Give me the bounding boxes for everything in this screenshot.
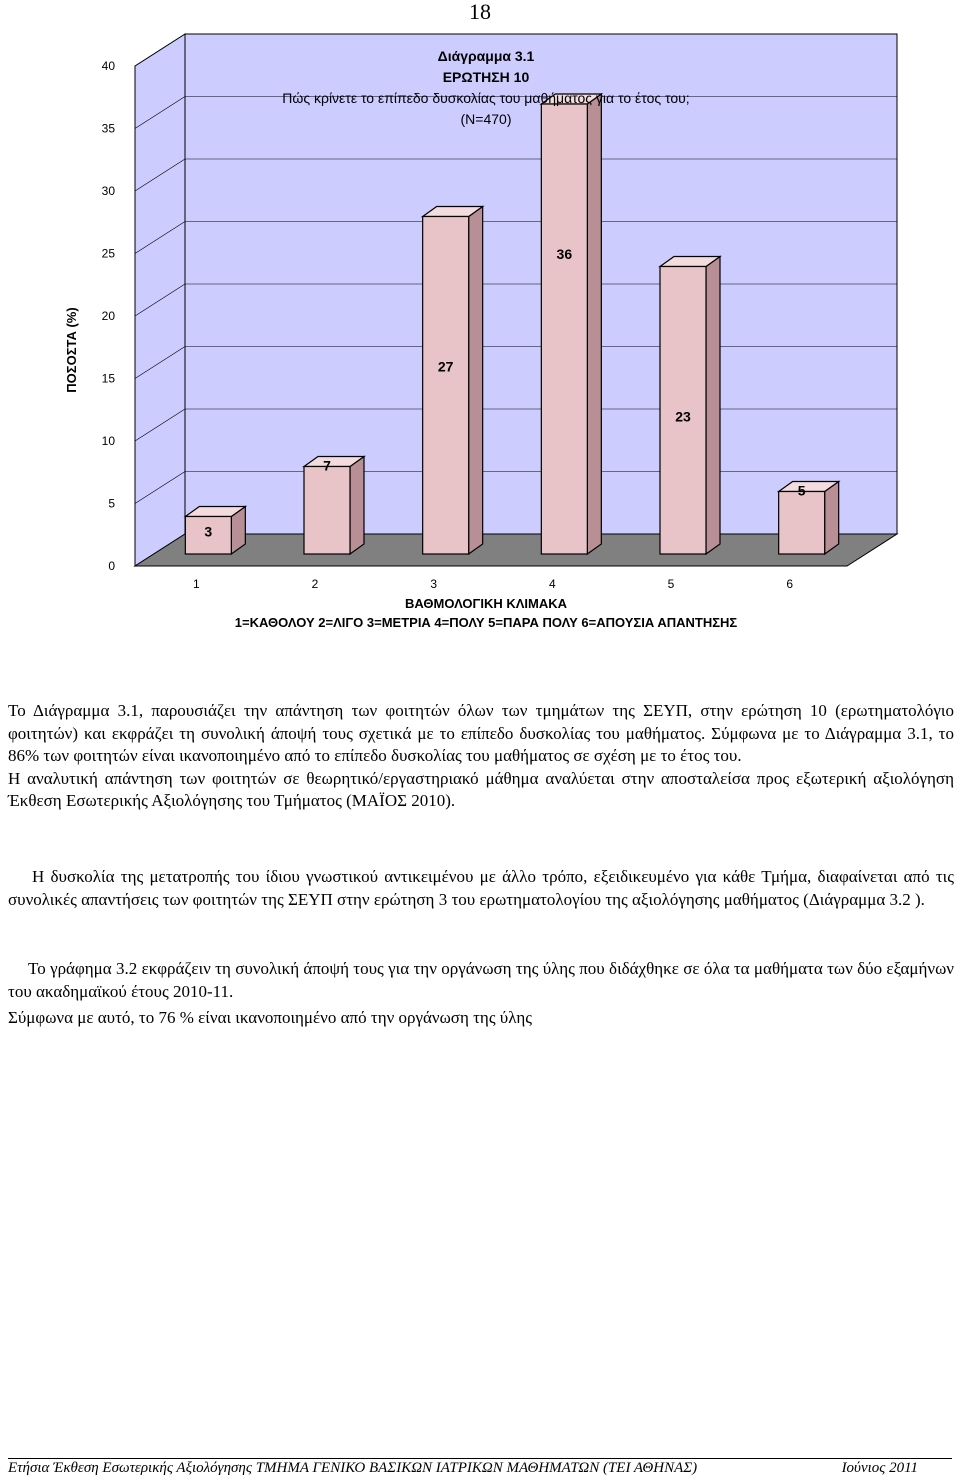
- y-tick-label: 35: [101, 121, 115, 136]
- footer-rule: [8, 1458, 952, 1459]
- data-label: 27: [437, 358, 454, 375]
- x-axis-title: ΒΑΘΜΟΛΟΓΙΚΗ ΚΛΙΜΑΚΑ: [404, 596, 568, 611]
- bar: [660, 257, 720, 555]
- bar-front: [423, 217, 469, 555]
- y-tick-label: 15: [101, 371, 115, 386]
- paragraph-graph-3-2: Το γράφημα 3.2 εκφράζειν τη συνολική άποψή τους για την οργάνωση της ύλης που διδάχθηκε σε όλα τα μαθήματα των δύο εξαμήνων του ακαδημαϊκού έτους 2010-11.: [8, 959, 954, 1001]
- chart-title-line: Διάγραμμα 3.1: [437, 48, 535, 64]
- y-tick-label: 25: [101, 246, 115, 261]
- data-label: 3: [204, 523, 213, 540]
- page-number: 18: [469, 0, 491, 24]
- data-label: 7: [323, 457, 331, 474]
- bar: [779, 482, 839, 555]
- bar-side: [350, 457, 364, 555]
- chart-title-line: Πώς κρίνετε το επίπεδο δυσκολίας του μαθήματος για το έτος του;: [282, 90, 690, 106]
- footer-left: Ετήσια Έκθεση Εσωτερικής Αξιολόγησης ΤΜΗΜΑ ΓΕΝΙΚΟ ΒΑΣΙΚΩΝ ΙΑΤΡΙΚΩΝ ΜΑΘΗΜΑΤΩΝ (ΤΕΙ ΑΘΗΝΑΣ): [8, 1460, 698, 1476]
- y-axis-title: ΠΟΣΟΣΤΑ (%): [64, 307, 79, 393]
- bar: [423, 207, 483, 555]
- x-tick-label: 1: [192, 577, 200, 591]
- chart-title-line: (Ν=470): [460, 111, 512, 127]
- bar: [541, 94, 601, 554]
- data-label: 36: [556, 246, 573, 262]
- paragraph-block-4: [8, 1007, 954, 1030]
- bar-front: [304, 467, 350, 555]
- paragraph-diagram-explanation: Το Διάγραμμα 3.1, παρουσιάζει την απάντηση των φοιτητών όλων των τμημάτων της ΣΕΥΠ, στην ερώτηση 10 (ερωτηματολόγιο φοιτητών) και εκφράζει τη συνολική άποψή τους σχετικά με το επίπεδο δυσκολίας του μαθήματος. Σύμφωνα με το Διάγραμμα 3.1, το 86% των φοιτητών είναι ικανοποιημένο από το επίπεδο δυσκολίας του μαθήματος σε σχέση με το έτος του.: [8, 701, 954, 765]
- bar-side: [587, 94, 601, 554]
- y-tick-label: 5: [108, 496, 115, 511]
- bar-side: [706, 257, 720, 555]
- data-label: 5: [797, 482, 806, 499]
- bar-side: [469, 207, 483, 555]
- bar-front: [779, 492, 825, 555]
- paragraph-block-1: [8, 700, 954, 813]
- x-tick-label: 6: [786, 577, 794, 591]
- paragraph-analysis-reference: Η αναλυτική απάντηση των φοιτητών σε θεωρητικό/εργαστηριακό μάθημα αναλύεται στην αποσταλείσα προς εξωτερική αξιολόγηση Έκθεση Εσωτερικής Αξιολόγησης του Τμήματος (ΜΑΪΟΣ 2010).: [8, 768, 954, 810]
- footer: [8, 1460, 952, 1482]
- footer-date: Ιούνιος 2011: [841, 1460, 918, 1476]
- y-tick-label: 40: [101, 59, 115, 73]
- x-tick-label: 4: [548, 577, 556, 591]
- x-tick-label: 2: [311, 577, 319, 591]
- bar: [185, 507, 245, 555]
- bar-chart: [0, 0, 960, 660]
- x-axis-legend: 1=ΚΑΘΟΛΟΥ 2=ΛΙΓΟ 3=ΜΕΤΡΙΑ 4=ΠΟΛΥ 5=ΠΑΡΑ ΠΟΛΥ 6=ΑΠΟΥΣΙΑ ΑΠΑΝΤΗΣΗΣ: [234, 615, 738, 630]
- y-tick-label: 10: [101, 434, 115, 448]
- y-tick-label: 20: [101, 309, 115, 323]
- paragraph-block-2: [8, 866, 954, 911]
- paragraph-block-3: [8, 958, 954, 1003]
- y-tick-label: 30: [101, 184, 115, 198]
- bar-front: [541, 104, 587, 554]
- paragraph-conclusion: Σύμφωνα με αυτό, το 76 % είναι ικανοποιημένο από την οργάνωση της ύλης: [8, 1008, 532, 1027]
- y-tick-label: 0: [108, 559, 115, 573]
- chart-svg: [0, 0, 960, 660]
- data-label: 23: [675, 408, 691, 425]
- bar: [304, 457, 364, 555]
- chart-title-line: ΕΡΩΤΗΣΗ 10: [442, 69, 530, 85]
- x-tick-label: 5: [667, 577, 675, 591]
- paragraph-difficulty: Η δυσκολία της μετατροπής του ίδιου γνωστικού αντικειμένου με άλλο τρόπο, εξειδικευμένο για κάθε Τμήμα, διαφαίνεται από τις συνολικές απαντήσεις των φοιτητών της ΣΕΥΠ στην ερώτηση 3 του ερωτηματολογίου της αξιολόγησης μαθήματος (Διάγραμμα 3.2 ).: [8, 867, 954, 909]
- bar-side: [825, 482, 839, 555]
- x-tick-label: 3: [430, 577, 438, 591]
